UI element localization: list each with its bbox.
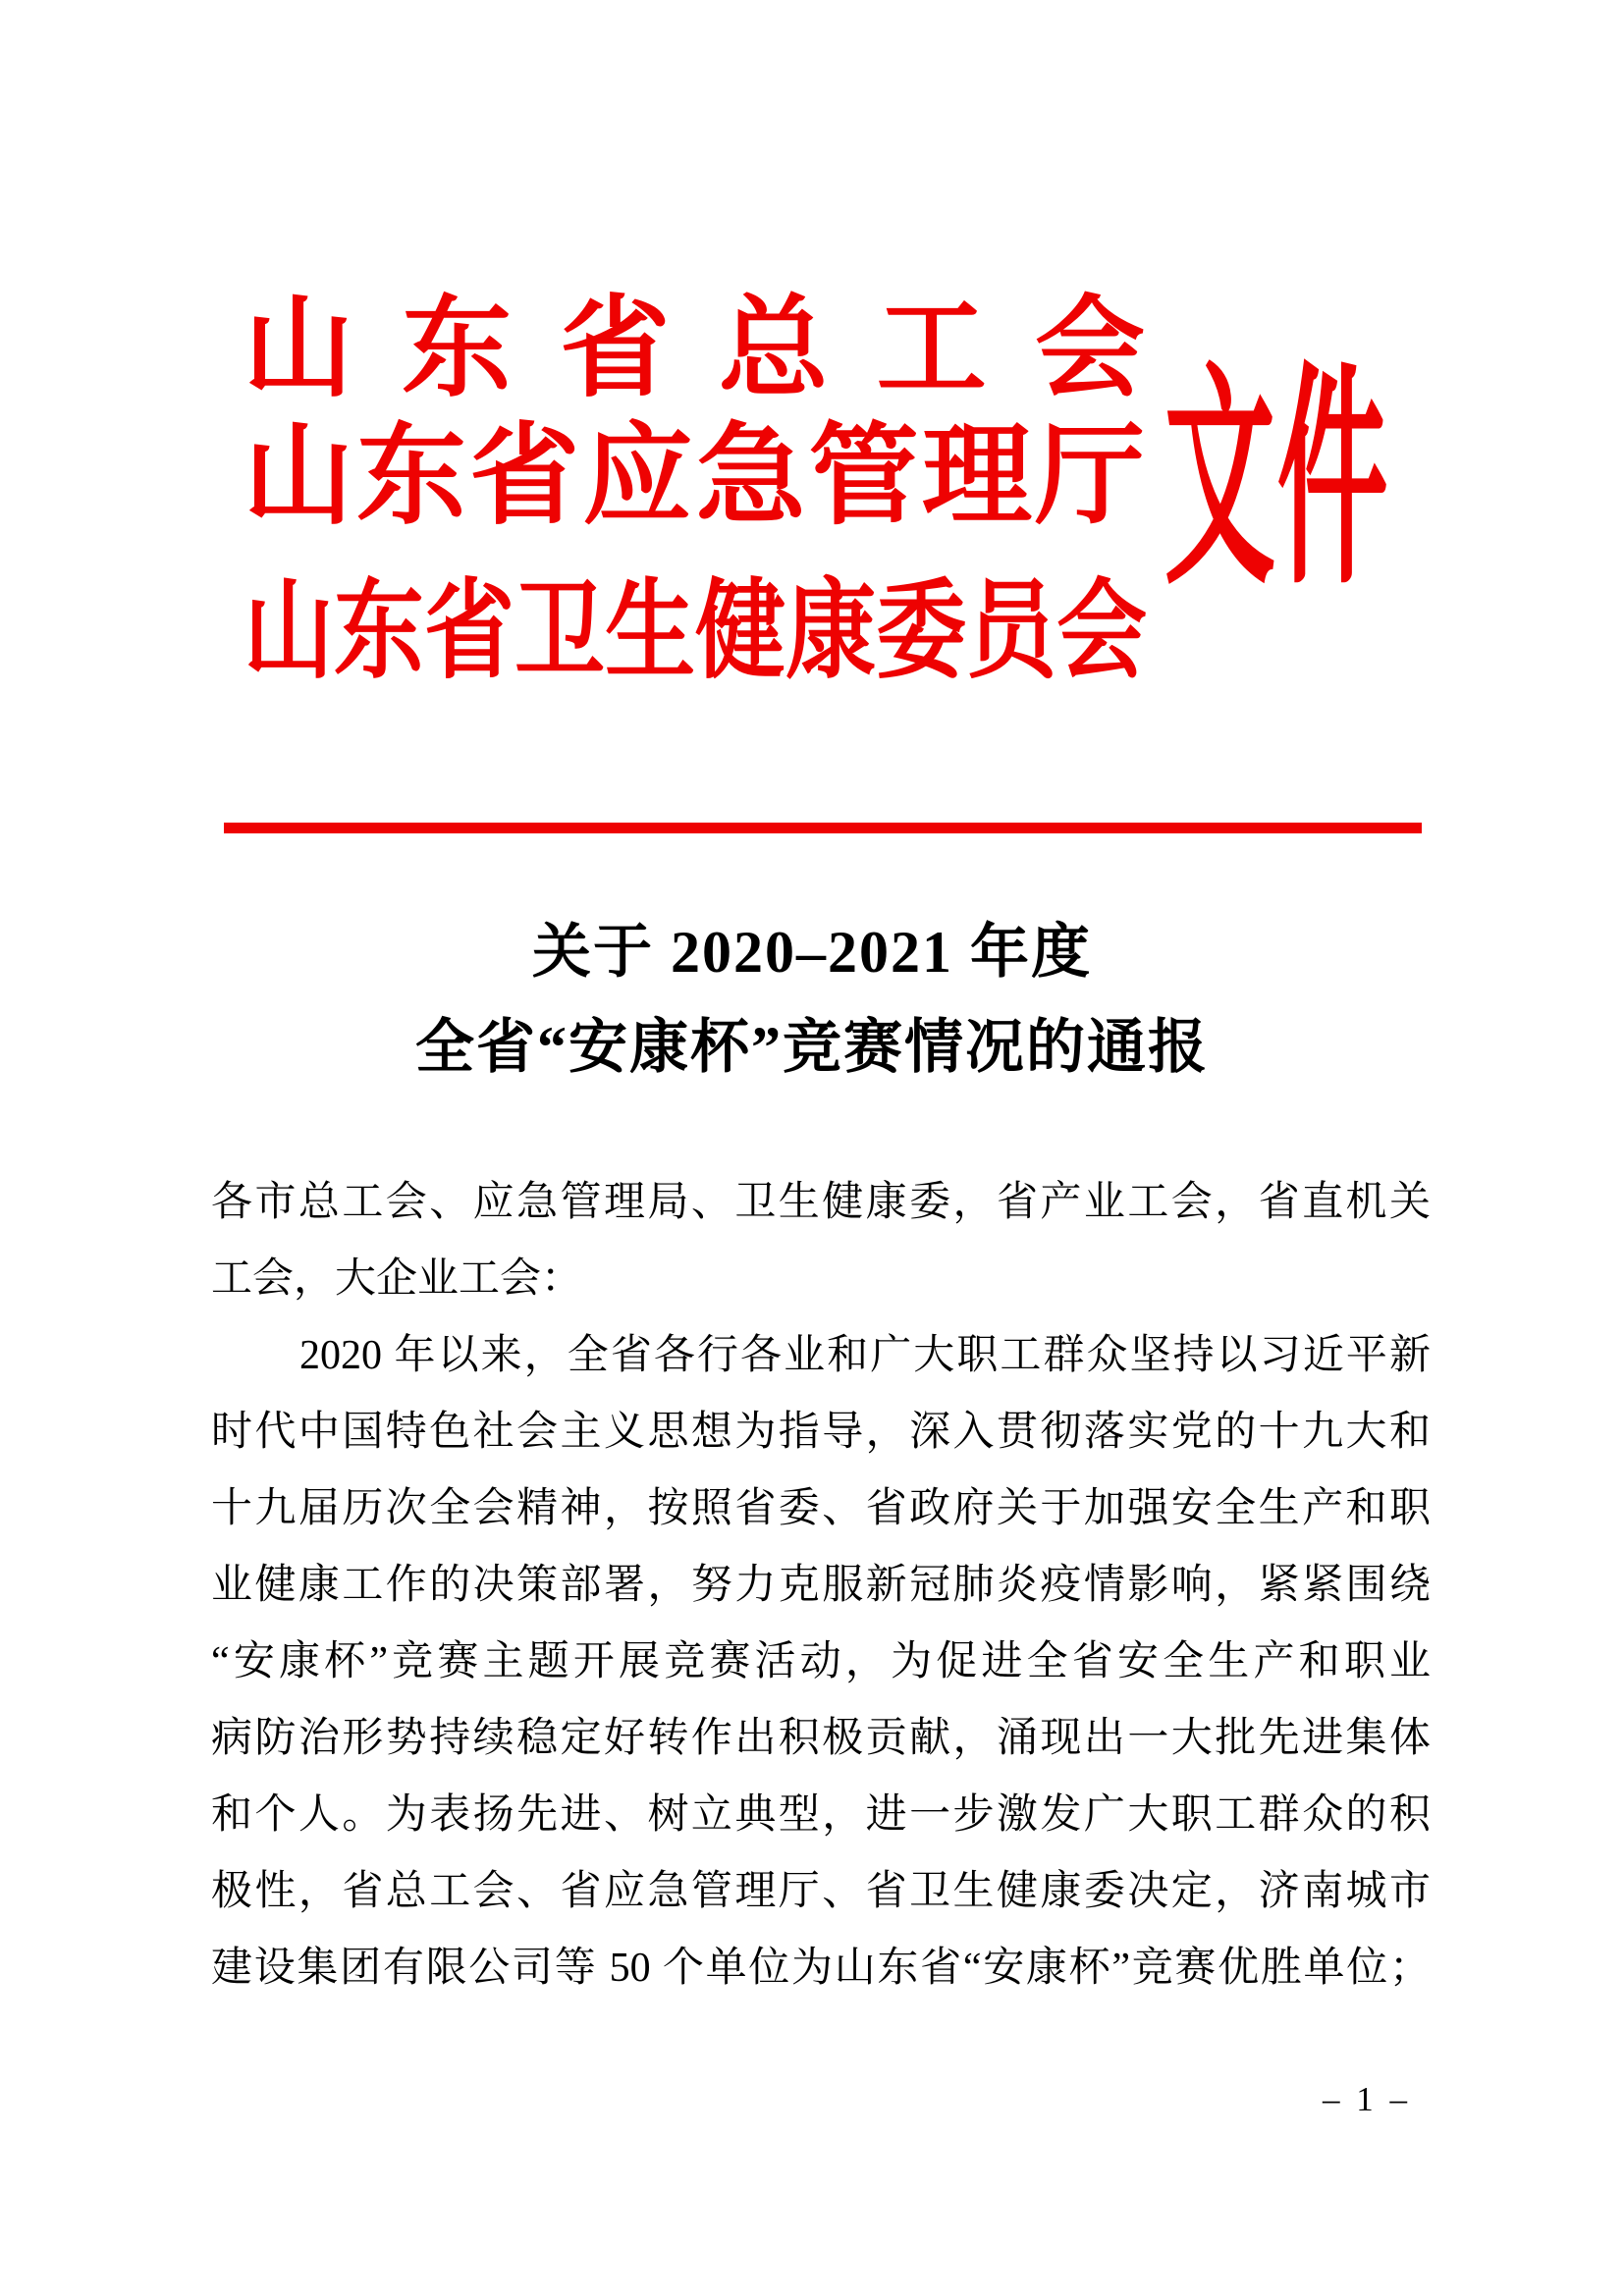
body-line: 建设集团有限公司等 50 个单位为山东省“安康杯”竞赛优胜单位；: [211, 1946, 1431, 1991]
document-title-line-2: 全省“安康杯”竞赛情况的通报: [415, 1015, 1209, 1080]
salutation-line: 各市总工会、应急管理局、卫生健康委，省产业工会，省直机关: [211, 1180, 1431, 1225]
salutation-line: 工会，大企业工会：: [211, 1256, 583, 1302]
body-line: 业健康工作的决策部署，努力克服新冠肺炎疫情影响，紧紧围绕: [211, 1563, 1431, 1608]
header-org-line-2: 山 东 省 应 急 管 理 厅: [244, 416, 1145, 538]
body-line: 时代中国特色社会主义思想为指导，深入贯彻落实党的十九大和: [211, 1410, 1431, 1455]
header-org-line-3: 山 东 省 卫 生 健 康 委 员 会: [244, 571, 1148, 692]
red-separator-rule: [224, 823, 1422, 833]
body-line: 和个人。为表扬先进、树立典型，进一步激发广大职工群众的积: [211, 1792, 1431, 1838]
body-line: 2020 年以来，全省各行各业和广大职工群众坚持以习近平新: [299, 1333, 1431, 1378]
body-line: 极性，省总工会、省应急管理厅、省卫生健康委决定，济南城市: [211, 1869, 1431, 1914]
document-title-line-1: 关于 2020–2021 年度: [532, 920, 1092, 985]
body-line: “安康杯”竞赛主题开展竞赛活动，为促进全省安全生产和职业: [211, 1639, 1431, 1684]
page-number: – 1 –: [1323, 2080, 1411, 2118]
body-line: 病防治形势持续稳定好转作出积极贡献，涌现出一大批先进集体: [211, 1716, 1431, 1761]
document-title: [223, 905, 1401, 1095]
document-type-label: 文件: [1164, 350, 1390, 612]
header-org-line-1: 山 东 省 总 工 会: [244, 289, 1145, 410]
body-text: [211, 1164, 1431, 2006]
body-line: 十九届历次全会精神，按照省委、省政府关于加强安全生产和职: [211, 1486, 1431, 1531]
